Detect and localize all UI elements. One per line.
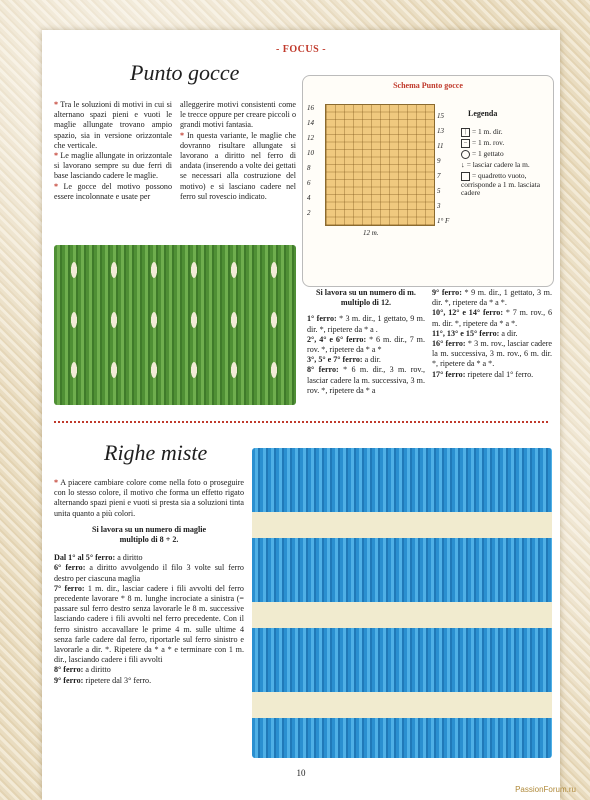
title-punto-gocce: Punto gocce bbox=[130, 60, 240, 85]
row-label-right: 13 bbox=[437, 127, 444, 135]
row-label: 12 bbox=[307, 134, 314, 142]
instructions-col-1: Si lavora su un numero di m. multiplo di 12. 1° ferro: * 3 m. dir., 1 gettato, 9 m. dir. *, ripetere da * a . 2°, 4° e 6° ferro: * 6 m. dir., 7 m. rov. *, ripetere da * a * 3°, 5° e 7° ferro: a dir. 8° ferro: * 6 m. dir., 3 m. rov., lasciar cadere la m. successiva, 3 m. rov. *, ripetere da * a bbox=[307, 288, 425, 395]
row-label-right: 1° F bbox=[437, 217, 450, 225]
row-label: 6 bbox=[307, 179, 311, 187]
row-label: 14 bbox=[307, 119, 314, 127]
righe-miste-text: * A piacere cambiare colore come nella foto o proseguire con lo stesso colore, il motivo che forma un effetto rigato alternando spazi pieni e vuoti si presta sia a soluzioni tinta unita quanto a più colori. Si lavora su un numero di maglie multiplo di 8 + 2. Dal 1° al 5° ferro: a diritto 6° ferro: a diritto avvolgendo il filo 3 volte sul ferro destro per ciascuna maglia 7° ferro: 1 m. dir., lasciar cadere i fili avvolti del ferro precedente lavorare * 8 m. lunghe incrociate a sinistra (= passare sul ferro destro senza lavorarle le 8 m. successive lasciando cadere i fili avvolti nel ferro precedente. Con il ferro sinistro accavallare le prime 4 m. sulle ultime 4 senza farle cadere dal ferro, riportarle sul ferro sinistro e lavorarle a dir. *. Ripetere da * a * e terminare con 1 m. dir., lasciando cadere i fili avvolti 8° ferro: a diritto 9° ferro: ripetere dal 3° ferro. bbox=[54, 478, 245, 685]
row-label-right: 5 bbox=[437, 187, 441, 195]
legend-knit: | = 1 m. dir. bbox=[461, 128, 549, 137]
instructions-col-2: 9° ferro: * 9 m. dir., 1 gettato, 3 m. dir. *, ripetere da * a *. 10°, 12° e 14° ferro: * 7 m. rov., 6 m. dir. *, ripetere da * a *. 11°, 13° e 15° ferro: a dir. 16° ferro: * 3 m. rov., lasciar cadere la m. successiva, 3 m. rov., 6 m. dir. *, ripetere da * a *. 17° ferro: ripetere dal 1° ferro. bbox=[432, 288, 552, 379]
knitting-chart-box bbox=[302, 75, 554, 287]
legend-empty: = quadretto vuoto, corrisponde a 1 m. lasciata cadere bbox=[461, 171, 541, 197]
knit-symbol-icon: | bbox=[461, 128, 470, 137]
chart-title: Schema Punto gocce bbox=[393, 81, 463, 90]
yarn-over-icon bbox=[461, 150, 470, 159]
knitting-chart-grid bbox=[325, 104, 435, 226]
intro-col-2: alleggerire motivi consistenti come le trecce oppure per creare piccoli o grandi motivi fantasia. * In questa variante, le maglie che dovranno risultare allungate si lavorano a diritto nel ferro di andata (inserendo a volte dei gettati se necessari alla costruzione del motivo) e si lasciano cadere nel ferro sul rovescio indicato. bbox=[180, 100, 296, 201]
watermark: PassionForum.ru bbox=[515, 785, 576, 794]
magazine-page bbox=[42, 30, 560, 800]
row-label-right: 15 bbox=[437, 112, 444, 120]
row-label-right: 3 bbox=[437, 202, 441, 210]
row-label: 4 bbox=[307, 194, 311, 202]
row-label: 16 bbox=[307, 104, 314, 112]
row-label: 8 bbox=[307, 164, 311, 172]
row-label: 10 bbox=[307, 149, 314, 157]
arrow-down-icon: ↓ bbox=[461, 160, 465, 169]
page-number: 10 bbox=[296, 768, 306, 778]
row-label-right: 7 bbox=[437, 172, 441, 180]
intro-col-1: * Tra le soluzioni di motivi in cui si alternano spazi pieni e vuoti le maglie allungate trovano ampio spazio, sia in versione orizzontale che verticale. * Le maglie allungate in orizzontale si lavorano sempre su due ferri di base lasciando cadere le maglie. * Le gocce del motivo possono essere incolonnate e usate per bbox=[54, 100, 172, 201]
legend-drop: ↓ = lasciar cadere la m. bbox=[461, 160, 530, 169]
legend-title: Legenda bbox=[468, 109, 498, 118]
blue-cream-knit-sample-photo bbox=[252, 448, 552, 758]
title-righe-miste: Righe miste bbox=[104, 440, 208, 465]
legend-purl: – = 1 m. rov. bbox=[461, 139, 549, 148]
purl-symbol-icon: – bbox=[461, 139, 470, 148]
chart-width-label: 12 m. bbox=[363, 229, 379, 237]
row-label-right: 9 bbox=[437, 157, 441, 165]
section-header: - FOCUS - bbox=[275, 44, 327, 55]
row-label-right: 11 bbox=[437, 142, 444, 150]
section-divider bbox=[54, 421, 548, 423]
legend-yarn-over: = 1 gettato bbox=[461, 150, 549, 159]
row-label: 2 bbox=[307, 209, 311, 217]
green-knit-sample-photo bbox=[54, 245, 296, 405]
